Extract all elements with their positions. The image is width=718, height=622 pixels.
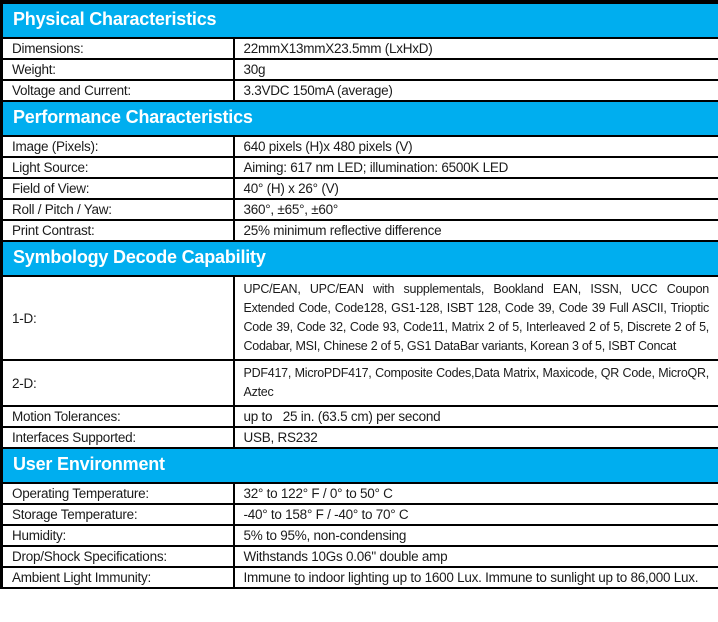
table-row <box>2 406 718 427</box>
table-row <box>2 59 718 80</box>
spec-value: 5% to 95%, non-condensing <box>234 525 718 546</box>
spec-label: 2-D: <box>2 360 234 406</box>
spec-value: 3.3VDC 150mA (average) <box>234 80 718 101</box>
spec-label: Image (Pixels): <box>2 136 234 157</box>
section-header-performance-characteristics: Performance Characteristics <box>2 101 718 136</box>
spec-label: Drop/Shock Specifications: <box>2 546 234 567</box>
section-header-physical-characteristics: Physical Characteristics <box>2 2 718 38</box>
spec-label: Interfaces Supported: <box>2 427 234 448</box>
spec-value: 640 pixels (H)x 480 pixels (V) <box>234 136 718 157</box>
section-row-performance-characteristics <box>2 101 718 136</box>
spec-value: Immune to indoor lighting up to 1600 Lux. Immune to sunlight up to 86,000 Lux. <box>234 567 718 588</box>
section-header-user-environment: User Environment <box>2 448 718 483</box>
spec-value: 22mmX13mmX23.5mm (LxHxD) <box>234 38 718 59</box>
spec-label: Field of View: <box>2 178 234 199</box>
spec-label: Print Contrast: <box>2 220 234 241</box>
spec-label: Motion Tolerances: <box>2 406 234 427</box>
spec-label: Voltage and Current: <box>2 80 234 101</box>
spec-value: USB, RS232 <box>234 427 718 448</box>
spec-label: Roll / Pitch / Yaw: <box>2 199 234 220</box>
table-row <box>2 525 718 546</box>
table-row <box>2 567 718 588</box>
spec-label: Light Source: <box>2 157 234 178</box>
spec-label: Storage Temperature: <box>2 504 234 525</box>
section-header-symbology-decode-capability: Symbology Decode Capability <box>2 241 718 276</box>
spec-value: UPC/EAN, UPC/EAN with supplementals, Bookland EAN, ISSN, UCC Coupon Extended Code, Code128, GS1-128, ISBT 128, Code 39, Code 39 Full ASCII, Trioptic Code 39, Code 32, Code 93, Code11, Matrix 2 of 5, Interleaved 2 of 5, Discrete 2 of 5, Codabar, MSI, Chinese 2 of 5, GS1 DataBar variants, Korean 3 of 5, ISBT Concat <box>234 276 718 360</box>
table-row <box>2 178 718 199</box>
spec-value: Withstands 10Gs 0.06" double amp <box>234 546 718 567</box>
table-row <box>2 360 718 406</box>
spec-value: up to 25 in. (63.5 cm) per second <box>234 406 718 427</box>
spec-value: Aiming: 617 nm LED; illumination: 6500K LED <box>234 157 718 178</box>
spec-value: 25% minimum reflective difference <box>234 220 718 241</box>
table-row <box>2 157 718 178</box>
section-row-symbology-decode-capability <box>2 241 718 276</box>
spec-label: Humidity: <box>2 525 234 546</box>
spec-value: 30g <box>234 59 718 80</box>
spec-value: 360°, ±65°, ±60° <box>234 199 718 220</box>
table-row <box>2 80 718 101</box>
spec-label: Weight: <box>2 59 234 80</box>
table-row <box>2 427 718 448</box>
table-row <box>2 546 718 567</box>
section-row-physical-characteristics <box>2 2 718 38</box>
spec-label: Dimensions: <box>2 38 234 59</box>
spec-value: 40° (H) x 26° (V) <box>234 178 718 199</box>
spec-label: Operating Temperature: <box>2 483 234 504</box>
spec-label: 1-D: <box>2 276 234 360</box>
spec-value: PDF417, MicroPDF417, Composite Codes,Data Matrix, Maxicode, QR Code, MicroQR, Aztec <box>234 360 718 406</box>
spec-value: -40° to 158° F / -40° to 70° C <box>234 504 718 525</box>
table-row <box>2 276 718 360</box>
table-row <box>2 136 718 157</box>
table-row <box>2 220 718 241</box>
section-row-user-environment <box>2 448 718 483</box>
spec-value: 32° to 122° F / 0° to 50° C <box>234 483 718 504</box>
spec-label: Ambient Light Immunity: <box>2 567 234 588</box>
table-row <box>2 38 718 59</box>
table-row <box>2 483 718 504</box>
table-row <box>2 199 718 220</box>
table-row <box>2 504 718 525</box>
